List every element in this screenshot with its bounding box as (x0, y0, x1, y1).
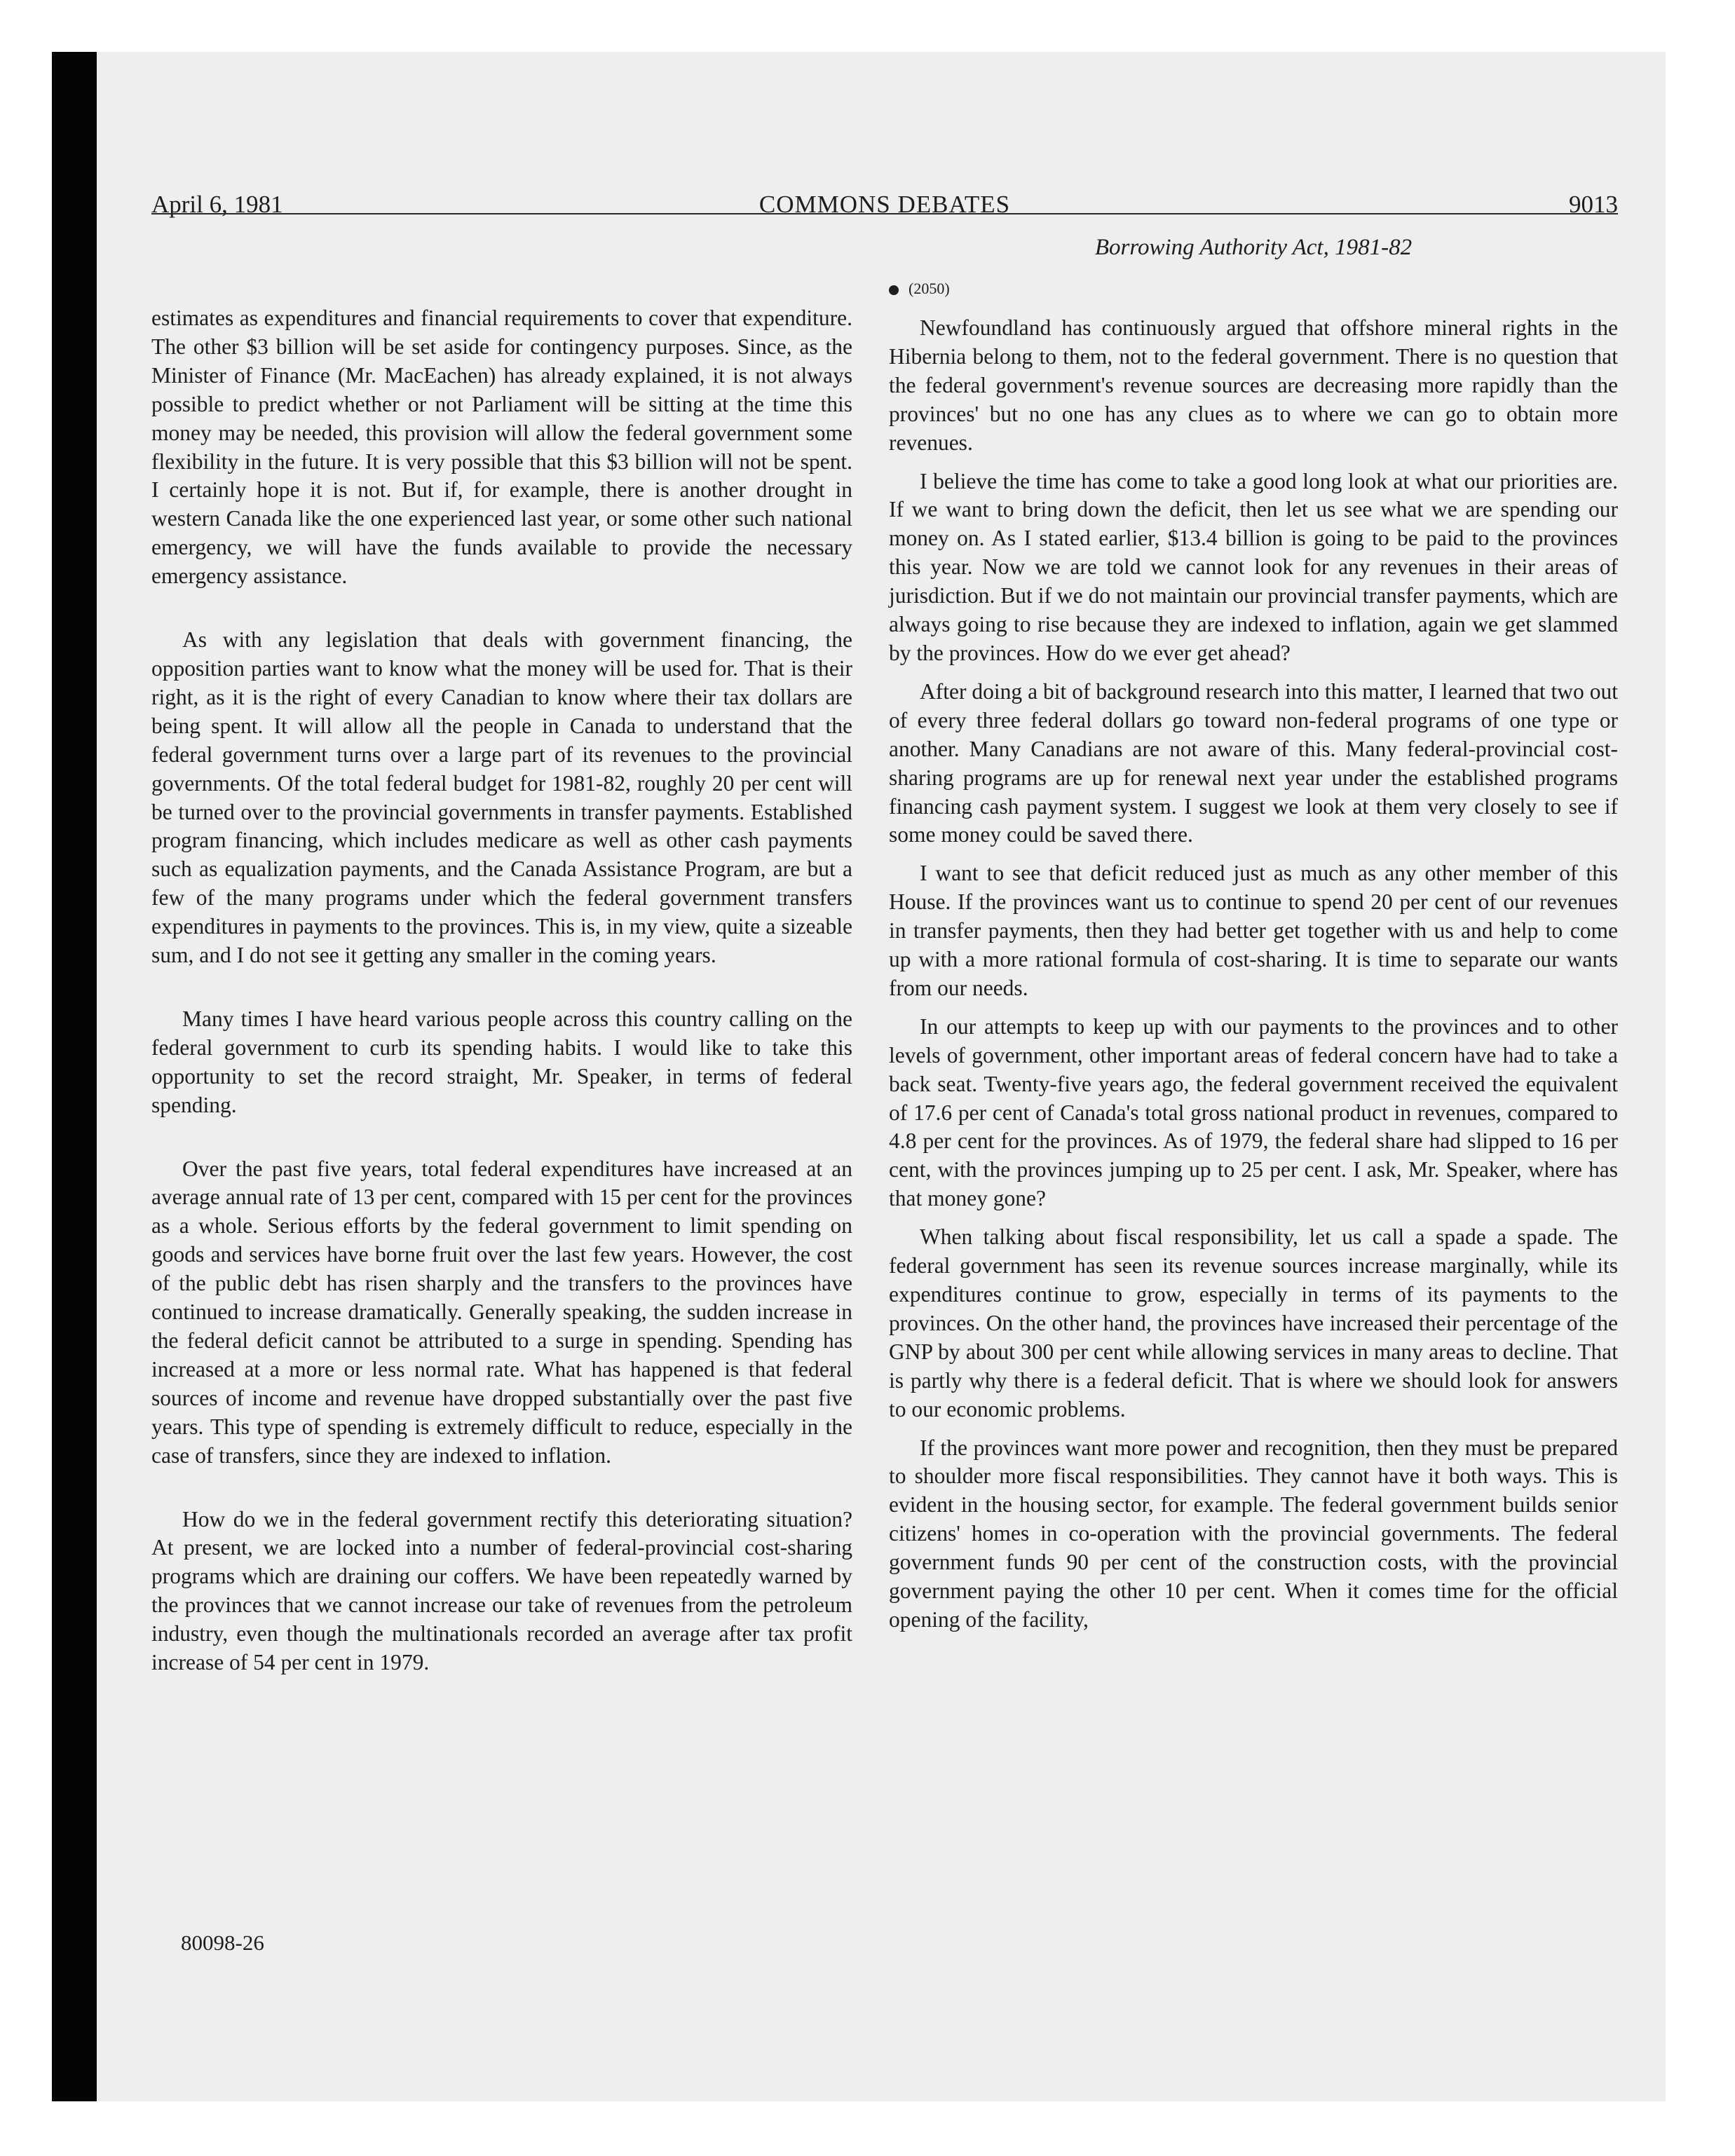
paragraph: How do we in the federal government rectify this deteriorating situation? At present, we are locked into a number of federal-provincial cost-sharing programs which are draining our coffers. We have been repeatedly warned by the provinces that we cannot increase our take of revenues from the petroleum industry, even though the multinationals recorded an average after tax profit increase of 54 per cent in 1979. (151, 1506, 852, 1675)
paragraph: Newfoundland has continuously argued that offshore mineral rights in the Hibernia belong to them, not to the federal government. There is no question that the federal government's revenue sources are decreasing more rapidly than the provinces' but no one has any clues as to where we can go to obtain more revenues. (889, 315, 1618, 455)
paragraph: After doing a bit of background research into this matter, I learned that two out of every three federal dollars go toward non-federal programs of one type or another. Many Canadians are not aware of this. Many federal-provincial cost-sharing programs are up for renewal next year under the established programs financing cash payment system. I suggest we look at them very closely to see if some money could be saved there. (889, 678, 1618, 847)
paragraph: Many times I have heard various people across this country calling on the federal government to curb its spending habits. I would like to take this opportunity to set the record straight, Mr. Speaker, in terms of federal spending. (151, 1006, 852, 1117)
paragraph: As with any legislation that deals with government financing, the opposition parties want to know what the money will be used for. That is their right, as it is the right of every Canadian to know where their tax dollars are being spent. It will allow all the people in Canada to understand that the federal government turns over a large part of its revenues to the provincial governments. Of the total federal budget for 1981-82, roughly 20 per cent will be turned over to the provincial governments in transfer payments. Established program financing, which includes medicare as well as other cash payments such as equalization payments, and the Canada Assistance Program, are but a few of the many programs under which the federal government transfers expenditures in payments to the provinces. This is, in my view, quite a sizeable sum, and I do not see it getting any smaller in the coming years. (151, 627, 852, 968)
paragraph: estimates as expenditures and financial requirements to cover that expenditure. The other $3 billion will be set aside for contingency purposes. Since, as the Minister of Finance (Mr. MacEachen) has already explained, it is not always possible to predict whether or not Parliament will be sitting at the time this money may be needed, this provision will allow the federal government some flexibility in the future. It is very possible that this $3 billion will not be spent. I certainly hope it is not. But if, for example, there is another drought in western Canada like the one experienced last year, or some other such national emergency, we will have the funds available to provide the necessary emergency assistance. (151, 306, 852, 589)
header-date: April 6, 1981 (151, 191, 283, 218)
right-column (889, 231, 1618, 1644)
left-column (151, 231, 852, 1697)
header-title: COMMONS DEBATES (758, 191, 1011, 218)
bullet-icon (889, 285, 899, 295)
binding-edge (52, 52, 97, 2101)
paragraph: Over the past five years, total federal expenditures have increased at an average annual rate of 13 per cent, compared with 15 per cent for the provinces as a whole. Serious efforts by the federal government to limit spending on goods and services have borne fruit over the last few years. However, the cost of the public debt has risen sharply and the transfers to the provinces have continued to increase dramatically. Generally speaking, the sudden increase in the federal deficit cannot be attributed to a surge in spending. Spending has increased at a more or less normal rate. What has happened is that federal sources of income and revenue have dropped substantially over the past five years. This type of spending is extremely difficult to reduce, especially in the case of transfers, since they are indexed to inflation. (151, 1156, 852, 1468)
running-title: Borrowing Authority Act, 1981-82 (1094, 235, 1413, 260)
paragraph: I want to see that deficit reduced just as much as any other member of this House. If the provinces want us to continue to spend 20 per cent of our revenues in transfer payments, then they had better get together with us and help to come up with a more rational formula of cost-sharing. It is time to separate our wants from our needs. (889, 861, 1618, 1000)
page-number: 9013 (1569, 191, 1618, 218)
scanned-page (52, 52, 1666, 2101)
time-stamp (889, 275, 1618, 303)
footer-code: 80098-26 (181, 1930, 264, 1955)
paragraph: When talking about fiscal responsibility, let us call a spade a spade. The federal government has seen its revenue sources increase marginally, while its expenditures continue to grow, especially in terms of its payments to the provinces. On the other hand, the provinces have increased their percentage of the GNP by about 300 per cent while allowing services in many areas to decline. That is partly why there is a federal deficit. That is where we should look for answers to our economic problems. (889, 1224, 1618, 1421)
time-stamp-text: (2050) (909, 280, 950, 297)
paragraph: If the provinces want more power and recognition, then they must be prepared to shoulder more fiscal responsibilities. They cannot have it both ways. This is evident in the housing sector, for example. The federal government builds senior citizens' homes in co-operation with the provincial governments. The federal government funds 90 per cent of the construction costs, with the provincial government paying the other 10 per cent. When it comes time for the official opening of the facility, (889, 1435, 1618, 1632)
header-rule (151, 213, 1618, 214)
paragraph: In our attempts to keep up with our payments to the provinces and to other levels of government, other important areas of federal concern have had to take a back seat. Twenty-five years ago, the federal government received the equivalent of 17.6 per cent of Canada's total gross national product in revenues, compared to 4.8 per cent for the provinces. As of 1979, the federal share had slipped to 16 per cent, with the provinces jumping up to 25 per cent. I ask, Mr. Speaker, where has that money gone? (889, 1014, 1618, 1211)
page-header (151, 177, 1618, 221)
paragraph: I believe the time has come to take a good long look at what our priorities are. If we want to bring down the deficit, then let us see what we are spending our money on. As I stated earlier, $13.4 billion is going to be paid to the provinces this year. Now we are told we cannot look for any revenues in their areas of jurisdiction. But if we do not maintain our provincial transfer payments, which are always going to rise because they are indexed to inflation, again we get slammed by the provinces. How do we ever get ahead? (889, 468, 1618, 665)
